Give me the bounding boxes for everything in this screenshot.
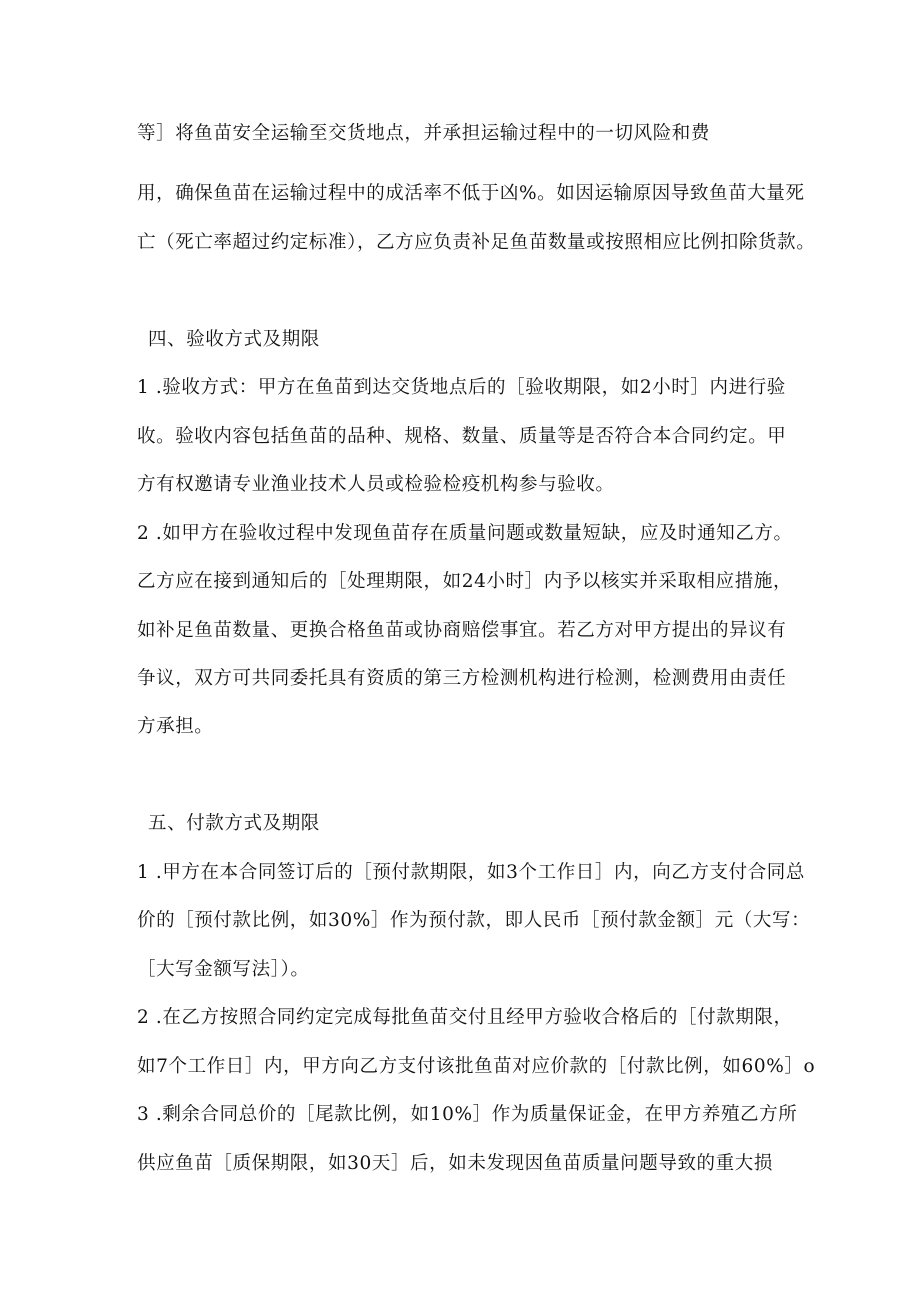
text-line: 用，确保鱼苗在运输过程中的成活率不低于凶%。如因运输原因导致鱼苗大量死 [137, 183, 805, 204]
text-line: 2 .如甲方在验收过程中发现鱼苗存在质量问题或数量短缺，应及时通知乙方。 [137, 523, 793, 544]
text-line: 收。验收内容包括鱼苗的品种、规格、数量、质量等是否符合本合同约定。甲 [137, 426, 787, 447]
text-line: 等］将鱼苗安全运输至交货地点，并承担运输过程中的一切风险和费 [137, 123, 711, 144]
text-line: 方承担。 [137, 716, 214, 737]
section-heading: 五、付款方式及期限 [148, 813, 320, 834]
text-line: ［大写金额写法］）。 [137, 959, 310, 980]
text-line: 如7个工作日］内，甲方向乙方支付该批鱼苗对应价款的［付款比例，如60%］o [137, 1056, 816, 1077]
text-line: 3 .剩余合同总价的［尾款比例，如10%］作为质量保证金，在甲方养殖乙方所 [137, 1104, 798, 1125]
text-line: 亡（死亡率超过约定标准），乙方应负责补足鱼苗数量或按照相应比例扣除货款。 [137, 232, 816, 253]
text-line: 争议，双方可共同委托具有资质的第三方检测机构进行检测，检测费用由责任 [137, 668, 787, 689]
text-line: 如补足鱼苗数量、更换合格鱼苗或协商赔偿事宜。若乙方对甲方提出的异议有 [137, 620, 787, 641]
text-line: 1 .验收方式：甲方在鱼苗到达交货地点后的［验收期限，如2小时］内进行验 [137, 377, 786, 398]
text-line: 2 .在乙方按照合同约定完成每批鱼苗交付且经甲方验收合格后的［付款期限， [137, 1007, 793, 1028]
section-heading: 四、验收方式及期限 [148, 329, 320, 350]
text-line: 方有权邀请专业渔业技术人员或检验检疫机构参与验收。 [137, 474, 615, 495]
text-line: 供应鱼苗［质保期限，如30天］后，如未发现因鱼苗质量问题导致的重大损 [137, 1153, 773, 1174]
text-line: 价的［预付款比例，如30%］作为预付款，即人民币［预付款金额］元（大写： [137, 910, 811, 931]
text-line: 1 .甲方在本合同签订后的［预付款期限，如3个工作日］内，向乙方支付合同总 [137, 862, 806, 883]
text-line: 乙方应在接到通知后的［处理期限，如24小时］内予以核实并采取相应措施， [137, 571, 793, 592]
